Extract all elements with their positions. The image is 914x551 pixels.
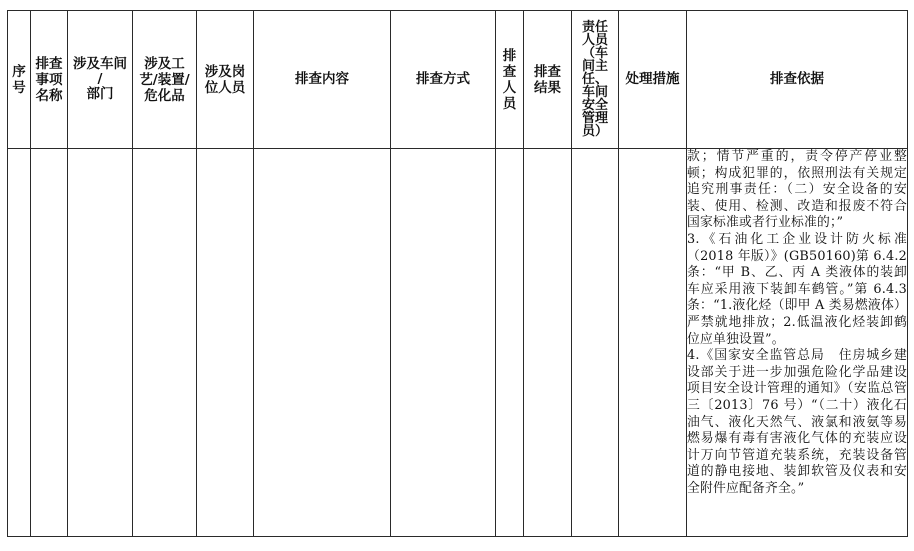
header-basis: 排查依据 <box>687 11 908 149</box>
cell-item-name <box>31 149 68 537</box>
header-process: 涉及工艺/装置/危化品 <box>133 11 197 149</box>
header-seq: 序号 <box>8 11 31 149</box>
header-inspector: 排查人员 <box>496 11 524 149</box>
basis-paragraph-1: 款；情节严重的，责令停产停业整顿；构成犯罪的，依照刑法有关规定追究刑事责任：（二）安全设备的安装、使用、检测、改造和报废不符合国家标准或者行业标准的；” <box>687 149 907 231</box>
cell-responsible <box>572 149 619 537</box>
cell-process <box>133 149 197 537</box>
cell-measures <box>619 149 687 537</box>
basis-paragraph-3: 4.《国家安全监管总局 住房城乡建设部关于进一步加强危险化学品建设项目安全设计管理的通知》（安监总管三〔2013〕76 号）“（二十）液化石油气、液化天然气、液氯和液氨等易燃易爆有毒有害液化气体的充装应设计万向节管道充装系统，充装设备管道的静电接地、装卸软管及仪表和安全附件应配备齐全。” <box>687 348 907 496</box>
header-post: 涉及岗位人员 <box>197 11 254 149</box>
header-method: 排查方式 <box>391 11 496 149</box>
header-result: 排查结果 <box>524 11 572 149</box>
header-content: 排查内容 <box>254 11 391 149</box>
cell-method <box>391 149 496 537</box>
header-row <box>8 11 908 149</box>
basis-paragraph-2: 3.《石油化工企业设计防火标准（2018 年版）》(GB50160)第 6.4.2 条：“甲 B、乙、丙 A 类液体的装卸车应采用液下装卸车鹤管。”第 6.4.3 条：“1.液化烃（即甲 A 类易燃液体）严禁就地排放；2.低温液化烃装卸鹤位应单独设置”。 <box>687 231 907 347</box>
cell-workshop <box>68 149 133 537</box>
header-responsible: 责任 人员 （车间主任、车间安全管理员） <box>572 11 619 149</box>
cell-result <box>524 149 572 537</box>
header-item-name: 排查事项名称 <box>31 11 68 149</box>
table-row <box>8 149 908 537</box>
cell-basis <box>687 149 908 537</box>
cell-inspector <box>496 149 524 537</box>
header-measures: 处理措施 <box>619 11 687 149</box>
cell-seq <box>8 149 31 537</box>
cell-content <box>254 149 391 537</box>
cell-post <box>197 149 254 537</box>
inspection-table <box>7 10 908 537</box>
header-workshop: 涉及车间 / 部门 <box>68 11 133 149</box>
